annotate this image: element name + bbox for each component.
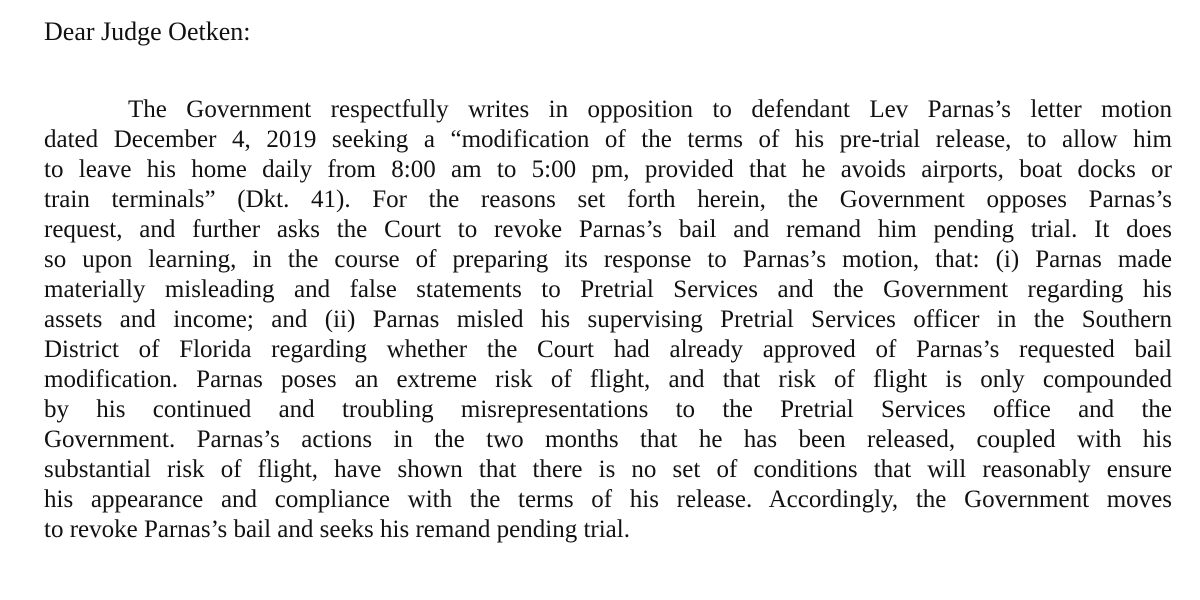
paragraph-line: materially misleading and false statements to Pretrial Services and the Government regarding his [44, 276, 1172, 303]
letter-paragraph [44, 95, 1172, 545]
paragraph-line: modification. Parnas poses an extreme risk of flight, and that risk of flight is only compounded [44, 366, 1172, 393]
paragraph-line: District of Florida regarding whether the Court had already approved of Parnas’s requested bail [44, 336, 1172, 363]
paragraph-line: The Government respectfully writes in opposition to defendant Lev Parnas’s letter motion [128, 96, 1172, 123]
paragraph-line: request, and further asks the Court to revoke Parnas’s bail and remand him pending trial. It does [44, 216, 1172, 243]
paragraph-line: substantial risk of flight, have shown that there is no set of conditions that will reasonably ensure [44, 456, 1172, 483]
paragraph-line: by his continued and troubling misrepresentations to the Pretrial Services office and the [44, 396, 1172, 423]
paragraph-line: to revoke Parnas’s bail and seeks his remand pending trial. [44, 516, 630, 543]
salutation: Dear Judge Oetken: [44, 17, 251, 46]
paragraph-line: Government. Parnas’s actions in the two months that he has been released, coupled with his [44, 426, 1172, 453]
paragraph-line: assets and income; and (ii) Parnas misled his supervising Pretrial Services officer in the Southern [44, 306, 1172, 333]
letter-page [44, 16, 1172, 545]
paragraph-line: so upon learning, in the course of preparing its response to Parnas’s motion, that: (i) Parnas made [44, 246, 1172, 273]
paragraph-line: dated December 4, 2019 seeking a “modification of the terms of his pre-trial release, to allow him [44, 126, 1172, 153]
paragraph-line: to leave his home daily from 8:00 am to 5:00 pm, provided that he avoids airports, boat docks or [44, 156, 1172, 183]
paragraph-line: train terminals” (Dkt. 41). For the reasons set forth herein, the Government opposes Parnas’s [44, 186, 1172, 213]
paragraph-line: his appearance and compliance with the terms of his release. Accordingly, the Government moves [44, 486, 1172, 513]
